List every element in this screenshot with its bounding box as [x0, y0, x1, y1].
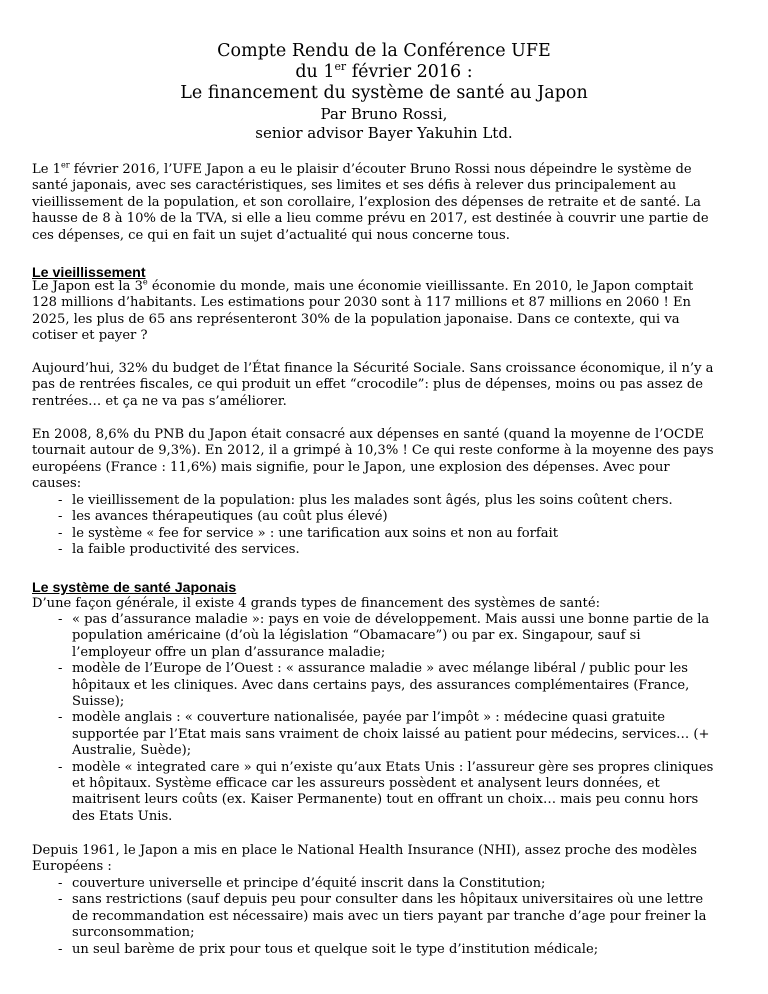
title-block [0, 41, 768, 143]
dash-bullet: - [58, 892, 63, 908]
text-line: modèle de l’Europe de l’Ouest : « assurance maladie » avec mélange libéral / public pour les [72, 661, 689, 677]
text-line: maitrisent leurs coûts (ex. Kaiser Permanente) tout en offrant un choix… mais peu connu hors [72, 792, 699, 808]
text-line: pas de rentrées fiscales, ce qui produit un effet “crocodile”: plus de dépenses, moins ou pas assez de [32, 377, 703, 393]
dash-bullet: - [58, 493, 63, 508]
list-item [32, 542, 736, 558]
dash-bullet: - [58, 661, 63, 677]
text-line: Aujourd’hui, 32% du budget de l’État finance la Sécurité Sociale. Sans croissance économique, il n’y a [32, 361, 714, 376]
text-line: cotiser et payer ? [32, 328, 148, 344]
text-line: Depuis 1961, le Japon a mis en place le National Health Insurance (NHI), assez proche des modèles [32, 843, 697, 858]
list-item [32, 760, 736, 826]
title-line-2 [0, 62, 768, 83]
text-line: tournait autour de 9,3%). En 2012, il a grimpé à 10,3% ! Ce qui reste conforme à la moyenne des pays [32, 443, 714, 459]
text-line: 128 millions d’habitants. Les estimations pour 2030 sont à 117 millions et 87 millions en 2060 ! En [32, 295, 691, 311]
list-item [32, 892, 736, 941]
list-item [32, 942, 736, 958]
text-line: un seul barème de prix pour tous et quelque soit le type d’institution médicale; [72, 941, 599, 957]
dash-bullet: - [58, 542, 63, 558]
text-line: D’une façon générale, il existe 4 grands types de financement des systèmes de santé: [32, 596, 600, 611]
text-line: En 2008, 8,6% du PNB du Japon était consacré aux dépenses en santé (quand la moyenne de l’OCDE [32, 427, 705, 442]
nhi-points-list [32, 876, 736, 958]
title-date-prefix: du 1 [295, 62, 335, 83]
paragraph-pnb [32, 427, 736, 493]
text-line [32, 159, 736, 178]
text-fragment: Le Japon est la 3 [32, 279, 143, 294]
title-line-1: Compte Rendu de la Conférence UFE [217, 41, 551, 61]
dash-bullet: - [58, 710, 63, 726]
text-line: population américaine (d’où la législation “Obamacare”) ou par ex. Singapour, sauf si [72, 628, 641, 644]
section-heading-vieillissement: Le vieillissement [32, 265, 146, 281]
superscript: e [142, 276, 148, 287]
text-line: supportée par l’Etat mais sans vraiment de choix laissé au patient pour médecins, services… (+ [72, 726, 710, 742]
text-line: rentrées… et ça ne va pas s’améliorer. [32, 393, 287, 409]
paragraph-nhi [32, 843, 736, 876]
text-fragment: Le 1 [32, 162, 61, 177]
list-item [32, 876, 736, 892]
text-line: 2025, les plus de 65 ans représenteront 30% de la population japonaise. Dans ce contexte, qui va [32, 311, 680, 327]
text-line: Australie, Suède); [72, 743, 192, 759]
list-item [32, 509, 736, 525]
text-line: le système « fee for service » : une tarification aux soins et non au forfait [72, 525, 558, 541]
paragraph-types-intro [32, 596, 736, 612]
text-line: « pas d’assurance maladie »: pays en voie de développement. Mais aussi une bonne partie de la [72, 612, 710, 627]
text-line: et hôpitaux. Système efficace car les assureurs possèdent et analysent leurs données, et [72, 776, 660, 792]
text-line: de recommandation est nécessaire) mais avec un tiers payant par tranche d’age pour freiner la [72, 908, 707, 924]
text-line: hôpitaux et les cliniques. Avec dans certains pays, des assurances complémentaires (France, [72, 677, 690, 693]
list-item [32, 661, 736, 710]
text-line: l’employeur offre un plan d’assurance maladie; [72, 644, 386, 660]
list-item [32, 526, 736, 542]
title-line-3: Le financement du système de santé au Japon [180, 83, 588, 104]
author-role-line: senior advisor Bayer Yakuhin Ltd. [255, 123, 513, 142]
text-line: les avances thérapeutiques (au coût plus élevé) [72, 509, 388, 525]
paragraph-budget [32, 361, 736, 410]
list-item [32, 493, 736, 509]
dash-bullet: - [58, 525, 63, 541]
dash-bullet: - [58, 941, 63, 957]
title-date-sup: er [334, 60, 347, 74]
text-line: santé japonais, avec ses caractéristiques, ses limites et ses défis à relever dus principalement au [32, 178, 677, 194]
superscript: er [60, 159, 70, 170]
text-line: ces dépenses, ce qui en fait un sujet d’actualité qui nous concerne tous. [32, 227, 510, 243]
text-line: la faible productivité des services. [72, 542, 300, 558]
text-line: modèle anglais : « couverture nationalisée, payée par l’impôt » : médecine quasi gratuite [72, 710, 666, 726]
text-line: hausse de 8 à 10% de la TVA, si elle a lieu comme prévu en 2017, est destinée à couvrir une partie de [32, 211, 709, 227]
author-line: Par Bruno Rossi, [320, 104, 448, 123]
text-line: modèle « integrated care » qui n’existe qu’aux Etats Unis : l’assureur gère ses propres cliniques [72, 759, 714, 775]
text-line: Suisse); [72, 694, 125, 710]
text-line: Européens : [32, 859, 112, 875]
text-line: sans restrictions (sauf depuis peu pour consulter dans les hôpitaux universitaires où une lettre [72, 892, 704, 908]
intro-paragraph [32, 159, 736, 244]
text-line [32, 276, 736, 295]
dash-bullet: - [58, 876, 63, 891]
dash-bullet: - [58, 509, 63, 525]
section-heading-systeme-sante: Le système de santé Japonais [32, 580, 237, 596]
paragraph-aging [32, 276, 736, 345]
causes-list [32, 493, 736, 559]
dash-bullet: - [58, 612, 63, 627]
text-line: européens (France : 11,6%) mais signifie, pour le Japon, une explosion des dépenses. Avec pour [32, 459, 670, 475]
financing-types-list [32, 612, 736, 825]
list-item [32, 710, 736, 759]
text-line: des Etats Unis. [72, 808, 173, 824]
text-line: vieillissement de la population, et son corollaire, l’explosion des dépenses de retraite et de santé. La [32, 194, 701, 210]
text-line: causes: [32, 476, 82, 492]
text-fragment: économie du monde, mais une économie vieillissante. En 2010, le Japon comptait [147, 279, 694, 294]
title-date-suffix: février 2016 : [346, 62, 473, 83]
text-line: couverture universelle et principe d’équité inscrit dans la Constitution; [72, 876, 546, 891]
list-item [32, 612, 736, 661]
text-line: le vieillissement de la population: plus les malades sont âgés, plus les soins coûtent chers. [72, 493, 673, 508]
text-fragment: février 2016, l’UFE Japon a eu le plaisir d’écouter Bruno Rossi nous dépeindre le système de [69, 162, 692, 177]
dash-bullet: - [58, 759, 63, 775]
text-line: surconsommation; [72, 925, 195, 941]
